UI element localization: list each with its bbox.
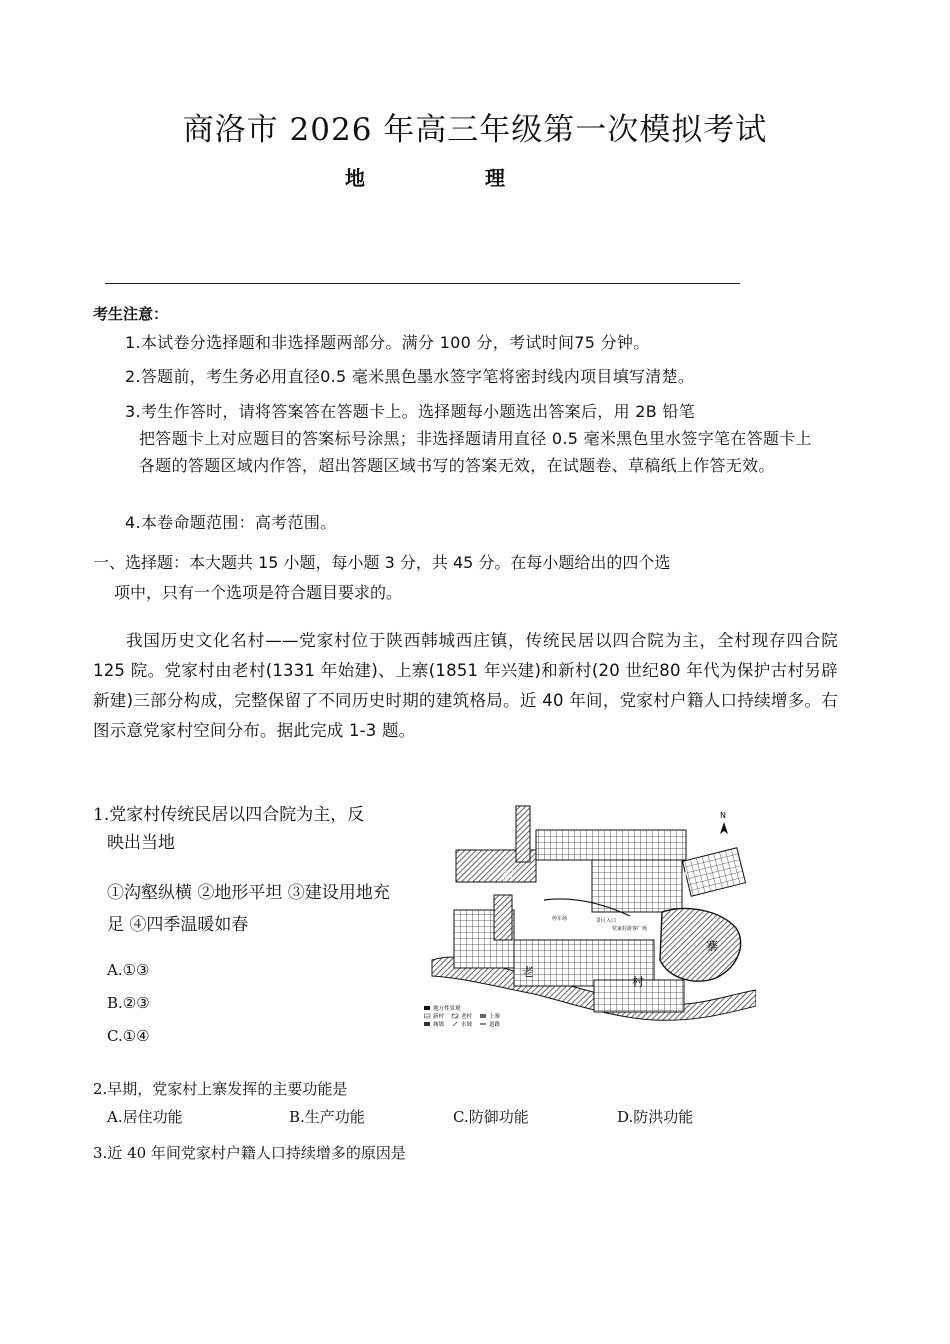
west-strip xyxy=(494,895,512,940)
legend-swatch xyxy=(424,1014,430,1018)
svg-text:N: N xyxy=(720,811,726,820)
notice-item: 3.考生作答时，请将答案答在答题卡上。选择题每小题选出答案后，用 2B 铅笔 把答题卡上对应题目的答案标号涂黑；非选择题请用直径 0.5 毫米黑色里水签字笔在答题卡上各题的答题区域内作答，超出答题区域书写的答案无效，在试题卷、草稿纸上作答无效。 xyxy=(125,402,812,475)
legend-item: 上寨 xyxy=(489,1014,501,1020)
option-a: A.居住功能 xyxy=(107,1108,183,1126)
legend-item: 道路 xyxy=(489,1022,501,1028)
legend-swatch xyxy=(480,1014,486,1018)
legend-item: 地方性景观 xyxy=(433,1006,461,1012)
legend-item: 水域 xyxy=(461,1022,473,1028)
option-b: B.生产功能 xyxy=(289,1108,365,1126)
legend-swatch xyxy=(452,1022,458,1026)
divider-line xyxy=(105,283,740,284)
subject-char: 地 xyxy=(345,166,365,190)
label-new: 新 xyxy=(502,869,515,883)
new-village-grid-2 xyxy=(592,860,682,912)
option-c: C.防御功能 xyxy=(453,1108,529,1126)
subject-char: 理 xyxy=(485,166,505,190)
new-village-grid xyxy=(536,830,686,860)
notice-item: 4.本卷命题范围：高考范围。 xyxy=(125,513,337,532)
option-d: D.防洪功能 xyxy=(617,1108,694,1126)
legend-swatch xyxy=(452,1014,458,1018)
label-new-2: 村 xyxy=(676,871,689,885)
legend-item: 老村 xyxy=(461,1014,473,1020)
label-old-2: 村 xyxy=(632,975,645,989)
legend-item: 城墙 xyxy=(433,1022,445,1028)
exam-title: 商洛市 2026 年高三年级第一次模拟考试 xyxy=(182,112,768,148)
notice-item: 2.答题前，考生务必用直径0.5 毫米黑色墨水签字笔将密封线内项目填写清楚。 xyxy=(125,367,695,386)
option-c: C.①④ xyxy=(107,1027,150,1045)
question-3-stem: 3.近 40 年间党家村户籍人口持续增多的原因是 xyxy=(93,1144,406,1162)
new-village-strip xyxy=(516,806,530,862)
label-entrance: 景区入口 xyxy=(596,918,617,924)
question-2-stem: 2.早期，党家村上寨发挥的主要功能是 xyxy=(93,1080,348,1098)
notice-item: 1.本试卷分选择题和非选择题两部分。满分 100 分，考试时间75 分钟。 xyxy=(125,333,650,352)
subject-title xyxy=(345,162,505,191)
notice-heading: 考生注意： xyxy=(93,305,169,323)
option-a: A.①③ xyxy=(107,961,150,979)
section-heading: 一、选择题：本大题共 15 小题，每小题 3 分，共 45 分。在每小题给出的四个选 项中，只有一个选项是符合题目要求的。 xyxy=(93,553,671,602)
legend-swatch xyxy=(424,1022,430,1026)
legend-swatch xyxy=(424,1006,430,1010)
question-1-statements: ①沟壑纵横 ②地形平坦 ③建设用地充足 ④四季温暖如春 xyxy=(107,883,390,935)
option-b: B.②③ xyxy=(107,994,150,1012)
label-old: 老 xyxy=(522,965,535,979)
question-1-stem: 1.党家村传统民居以四合院为主，反 映出当地 xyxy=(93,805,365,853)
village-map xyxy=(424,800,756,1062)
label-parking: 停车场 xyxy=(552,916,568,922)
reading-passage: 我国历史文化名村——党家村位于陕西韩城西庄镇，传统民居以四合院为主，全村现存四合院 125 院。党家村由老村(1331 年始建)、上寨(1851 年兴建)和新村(20 世纪80 年代为保护古村另辟新建)三部分构成，完整保留了不同历史时期的建筑格局。近 40 年间，党家村户籍人口持续增多。右图示意党家村空间分布。据此完成 1-3 题。 xyxy=(93,631,838,740)
legend-item: 新村 xyxy=(433,1014,445,1020)
label-plaza: 党家村游客广场 xyxy=(612,926,648,932)
label-shangzhai: 寨 xyxy=(706,939,719,953)
